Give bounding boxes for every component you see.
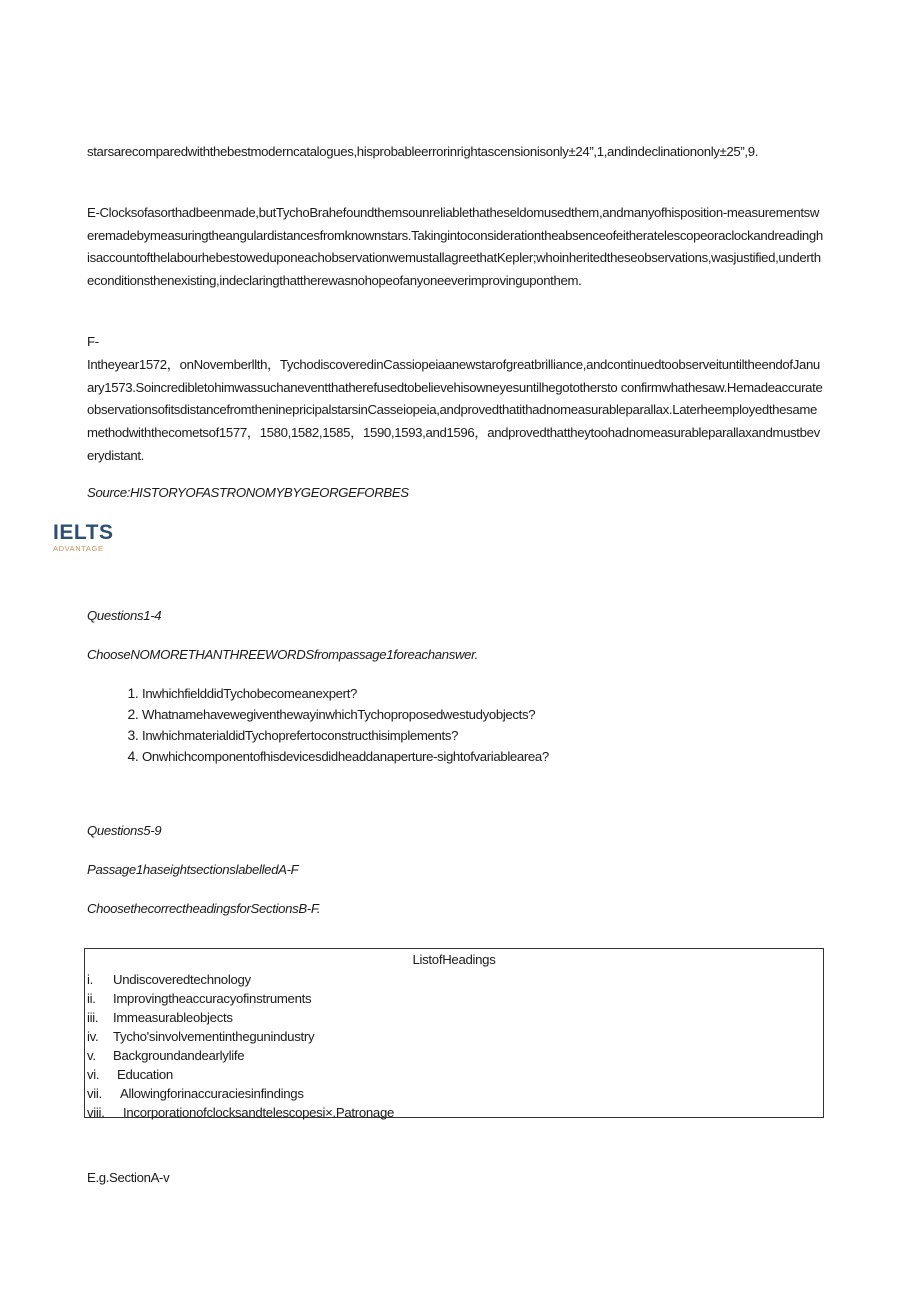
source-citation: Source:HISTORYOFASTRONOMYBYGEORGEFORBES [87,485,409,500]
question-item: 3. InwhichmaterialdidTychoprefertoconstructhisimplements? [142,725,549,746]
table-title: ListofHeadings [412,952,496,967]
heading-row [85,1046,823,1065]
paragraph-f-label: F- [87,334,99,349]
paragraph-d-continued: starsarecomparedwiththebestmoderncatalogues,hisprobableerrorinrightascensionisonly±24”,1,andindeclinationonly±25”,9. [87,144,759,159]
heading-text: Undiscoveredtechnology [113,972,251,987]
heading-text: Improvingtheaccuracyofinstruments [113,991,312,1006]
heading-number: viii. [87,1105,105,1120]
questions-1-4-heading: Questions1-4 [87,608,162,623]
questions-5-9-instruction-2: ChoosethecorrectheadingsforSectionsB-F. [87,901,321,916]
heading-text: Education [117,1067,173,1082]
heading-row [85,1103,823,1122]
heading-text: Tycho'sinvolvementinthegunindustry [113,1029,315,1044]
questions-5-9-instruction-1: Passage1haseightsectionslabelledA-F [87,862,299,877]
heading-number: v. [87,1048,96,1063]
heading-row [85,989,823,1008]
paragraph-f: Intheyear1572，onNovemberllth，TychodiscoveredinCassiopeiaanewstarofgreatbrilliance,andcontinuedtoobserveituntiltheendofJanuary1573.Soincredibletohimwassuchaneventthatherefusedtobelievehisowneyesuntilhegotothersto confirmwhathesaw.HemadeaccurateobservationsofitsdistancefromtheninepricipalstarsinCasseiopeia,andprovedthatithadnomeasurableparallax.Laterheemployedthesamemethodwiththecometsof1577，1580,1582,1585，1590,1593,and1596，andprovedthattheytoohadnomeasurableparallaxandmustbeverydistant. [87,357,823,463]
heading-text: Allowingforinaccuraciesinfindings [120,1086,304,1101]
heading-row [85,1084,823,1103]
heading-text: Incorporationofclocksandtelescopesi×.Patronage [123,1105,395,1120]
question-item: 1. InwhichfielddidTychobecomeanexpert? [142,683,549,704]
heading-text: Backgroundandearlylife [113,1048,245,1063]
question-item: 2. WhatnamehavewegiventhewayinwhichTychoproposedwestudyobjects? [142,704,549,725]
questions-5-9-heading: Questions5-9 [87,823,162,838]
paragraph-e: E-Clocksofasorthadbeenmade,butTychoBrahefoundthemsounreliablethatheseldomusedthem,andmanyofhisposition-measurementsweremadebymeasuringtheangulardistancesfromknownstars.TakingintoconsiderationtheabsenceofeitheratelescopeoraclockandreadinghisaccountofthelabourhebestoweduponeachobservationwemustallagreethatKepler;whoinheritedtheseobservations,wasjustified,undertheconditionsthenexisting,indeclaringthattherewasnohopeofanyoneeverimprovinguponthem. [87,205,823,289]
question-item: 4. Onwhichcomponentofhisdevicesdidheaddanaperture-sightofvariablearea? [142,746,549,767]
example-answer: E.g.SectionA-v [87,1170,170,1185]
heading-row [85,1027,823,1046]
questions-1-4-list [110,683,549,767]
heading-number: ii. [87,991,96,1006]
heading-number: i. [87,972,93,987]
heading-number: vi. [87,1067,100,1082]
ielts-advantage-logo [53,522,113,553]
heading-row [85,970,823,989]
logo-sub-text: ADVANTAGE [53,544,104,553]
heading-row [85,1008,823,1027]
heading-number: iv. [87,1029,99,1044]
logo-main-text: IELTS [53,521,114,544]
heading-number: vii. [87,1086,102,1101]
list-of-headings-table [84,948,824,1118]
heading-row [85,1065,823,1084]
heading-text: Immeasurableobjects [113,1010,233,1025]
heading-number: iii. [87,1010,99,1025]
questions-1-4-instruction: ChooseNOMORETHANTHREEWORDSfrompassage1foreachanswer. [87,647,478,662]
